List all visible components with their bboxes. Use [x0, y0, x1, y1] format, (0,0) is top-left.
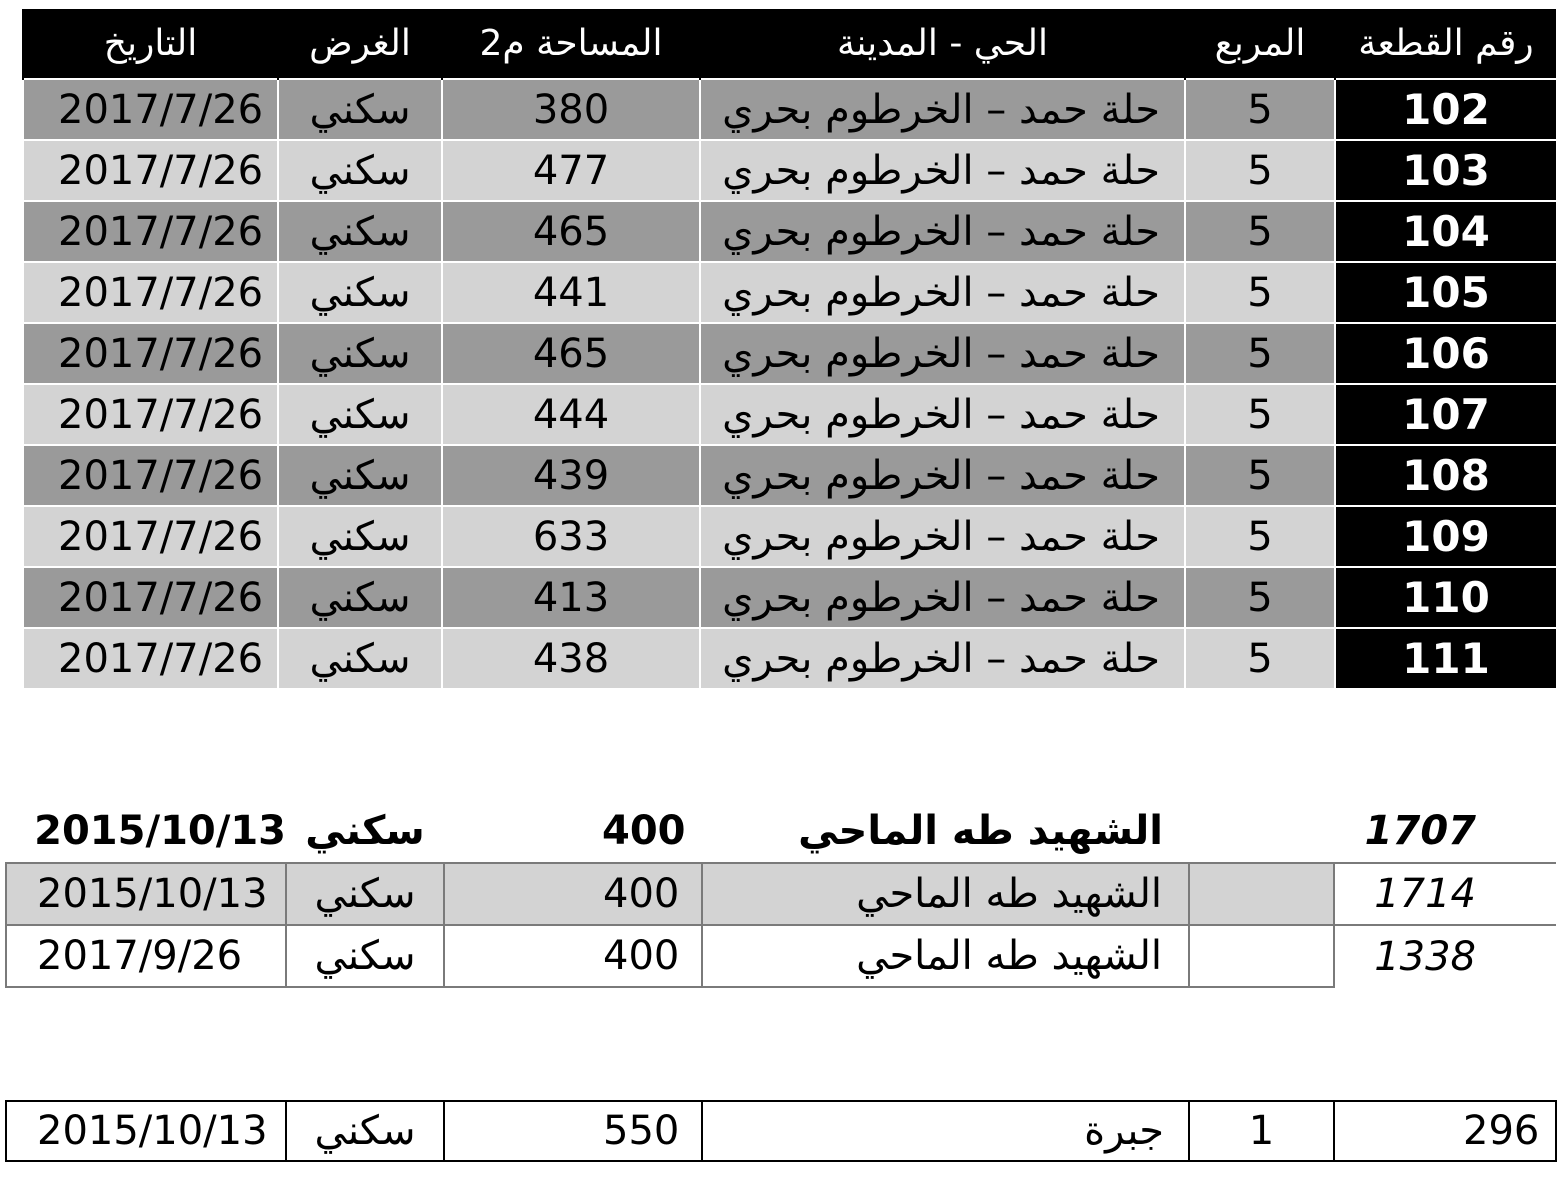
- district-cell: حلة حمد – الخرطوم بحري: [700, 567, 1185, 628]
- header-date: التاريخ: [23, 9, 278, 79]
- district-cell: حلة حمد – الخرطوم بحري: [700, 79, 1185, 140]
- date-cell: 2017/7/26: [23, 262, 278, 323]
- district-cell: الشهيد طه الماحي: [702, 800, 1189, 863]
- purpose-cell: سكني: [278, 201, 442, 262]
- date-cell: 2017/9/26: [6, 925, 286, 987]
- block-cell: [1189, 925, 1334, 987]
- block-cell: 5: [1185, 323, 1335, 384]
- header-area: المساحة م2: [442, 9, 700, 79]
- plot-number-cell: 1338: [1334, 925, 1556, 987]
- table-row: [6, 1101, 1556, 1161]
- plot-number-cell: 105: [1335, 262, 1556, 323]
- purpose-cell: سكني: [286, 800, 444, 863]
- plot-number-cell: 104: [1335, 201, 1556, 262]
- header-district-city: الحي - المدينة: [700, 9, 1185, 79]
- jabra-plot-table: [5, 1100, 1557, 1162]
- table-row: [23, 201, 1556, 262]
- martyr-taha-plots-table: [5, 800, 1556, 988]
- block-cell: 5: [1185, 384, 1335, 445]
- purpose-cell: سكني: [286, 863, 444, 925]
- plot-number-cell: 102: [1335, 79, 1556, 140]
- purpose-cell: سكني: [278, 140, 442, 201]
- area-cell: 477: [442, 140, 700, 201]
- block-cell: 5: [1185, 201, 1335, 262]
- table-row: [23, 79, 1556, 140]
- district-cell: حلة حمد – الخرطوم بحري: [700, 201, 1185, 262]
- plot-number-cell: 103: [1335, 140, 1556, 201]
- purpose-cell: سكني: [278, 384, 442, 445]
- area-cell: 439: [442, 445, 700, 506]
- purpose-cell: سكني: [278, 445, 442, 506]
- area-cell: 465: [442, 201, 700, 262]
- area-cell: 400: [444, 800, 702, 863]
- district-cell: حلة حمد – الخرطوم بحري: [700, 506, 1185, 567]
- purpose-cell: سكني: [278, 506, 442, 567]
- table-row: [23, 323, 1556, 384]
- area-cell: 444: [442, 384, 700, 445]
- date-cell: 2015/10/13: [6, 800, 286, 863]
- plot-number-cell: 296: [1334, 1101, 1556, 1161]
- purpose-cell: سكني: [278, 79, 442, 140]
- plot-number-cell: 110: [1335, 567, 1556, 628]
- block-cell: 5: [1185, 445, 1335, 506]
- date-cell: 2017/7/26: [23, 506, 278, 567]
- district-cell: حلة حمد – الخرطوم بحري: [700, 445, 1185, 506]
- area-cell: 400: [444, 925, 702, 987]
- header-purpose: الغرض: [278, 9, 442, 79]
- date-cell: 2017/7/26: [23, 140, 278, 201]
- table-row: [23, 384, 1556, 445]
- header-block: المربع: [1185, 9, 1335, 79]
- table-row: [23, 140, 1556, 201]
- date-cell: 2015/10/13: [6, 863, 286, 925]
- area-cell: 465: [442, 323, 700, 384]
- date-cell: 2015/10/13: [6, 1101, 286, 1161]
- district-cell: حلة حمد – الخرطوم بحري: [700, 628, 1185, 688]
- date-cell: 2017/7/26: [23, 323, 278, 384]
- plot-number-cell: 1714: [1334, 863, 1556, 925]
- table-row: [23, 445, 1556, 506]
- purpose-cell: سكني: [278, 567, 442, 628]
- block-cell: 5: [1185, 506, 1335, 567]
- block-cell: [1189, 800, 1334, 863]
- district-cell: حلة حمد – الخرطوم بحري: [700, 323, 1185, 384]
- table-row: [23, 628, 1556, 688]
- table-row: [23, 262, 1556, 323]
- purpose-cell: سكني: [286, 1101, 444, 1161]
- date-cell: 2017/7/26: [23, 567, 278, 628]
- district-cell: الشهيد طه الماحي: [702, 863, 1189, 925]
- block-cell: 5: [1185, 79, 1335, 140]
- plot-number-cell: 111: [1335, 628, 1556, 688]
- date-cell: 2017/7/26: [23, 79, 278, 140]
- area-cell: 400: [444, 863, 702, 925]
- plot-number-cell: 108: [1335, 445, 1556, 506]
- plot-number-cell: 109: [1335, 506, 1556, 567]
- block-cell: 1: [1189, 1101, 1334, 1161]
- area-cell: 441: [442, 262, 700, 323]
- block-cell: 5: [1185, 140, 1335, 201]
- purpose-cell: سكني: [286, 925, 444, 987]
- purpose-cell: سكني: [278, 262, 442, 323]
- block-cell: 5: [1185, 567, 1335, 628]
- district-cell: حلة حمد – الخرطوم بحري: [700, 140, 1185, 201]
- table-row: [23, 567, 1556, 628]
- area-cell: 413: [442, 567, 700, 628]
- table-row: [6, 925, 1556, 987]
- block-cell: [1189, 863, 1334, 925]
- area-cell: 438: [442, 628, 700, 688]
- district-cell: جبرة: [702, 1101, 1189, 1161]
- area-cell: 380: [442, 79, 700, 140]
- block-cell: 5: [1185, 628, 1335, 688]
- date-cell: 2017/7/26: [23, 628, 278, 688]
- purpose-cell: سكني: [278, 323, 442, 384]
- date-cell: 2017/7/26: [23, 384, 278, 445]
- plot-number-cell: 106: [1335, 323, 1556, 384]
- plot-number-cell: 1707: [1334, 800, 1556, 863]
- district-cell: حلة حمد – الخرطوم بحري: [700, 384, 1185, 445]
- plots-table: [22, 9, 1556, 688]
- district-cell: الشهيد طه الماحي: [702, 925, 1189, 987]
- table-row: [23, 506, 1556, 567]
- purpose-cell: سكني: [278, 628, 442, 688]
- date-cell: 2017/7/26: [23, 445, 278, 506]
- header-plot-number: رقم القطعة: [1335, 9, 1556, 79]
- date-cell: 2017/7/26: [23, 201, 278, 262]
- district-cell: حلة حمد – الخرطوم بحري: [700, 262, 1185, 323]
- area-cell: 550: [444, 1101, 702, 1161]
- table-row: [6, 800, 1556, 863]
- header-row: [23, 9, 1556, 79]
- plot-number-cell: 107: [1335, 384, 1556, 445]
- block-cell: 5: [1185, 262, 1335, 323]
- area-cell: 633: [442, 506, 700, 567]
- table-row: [6, 863, 1556, 925]
